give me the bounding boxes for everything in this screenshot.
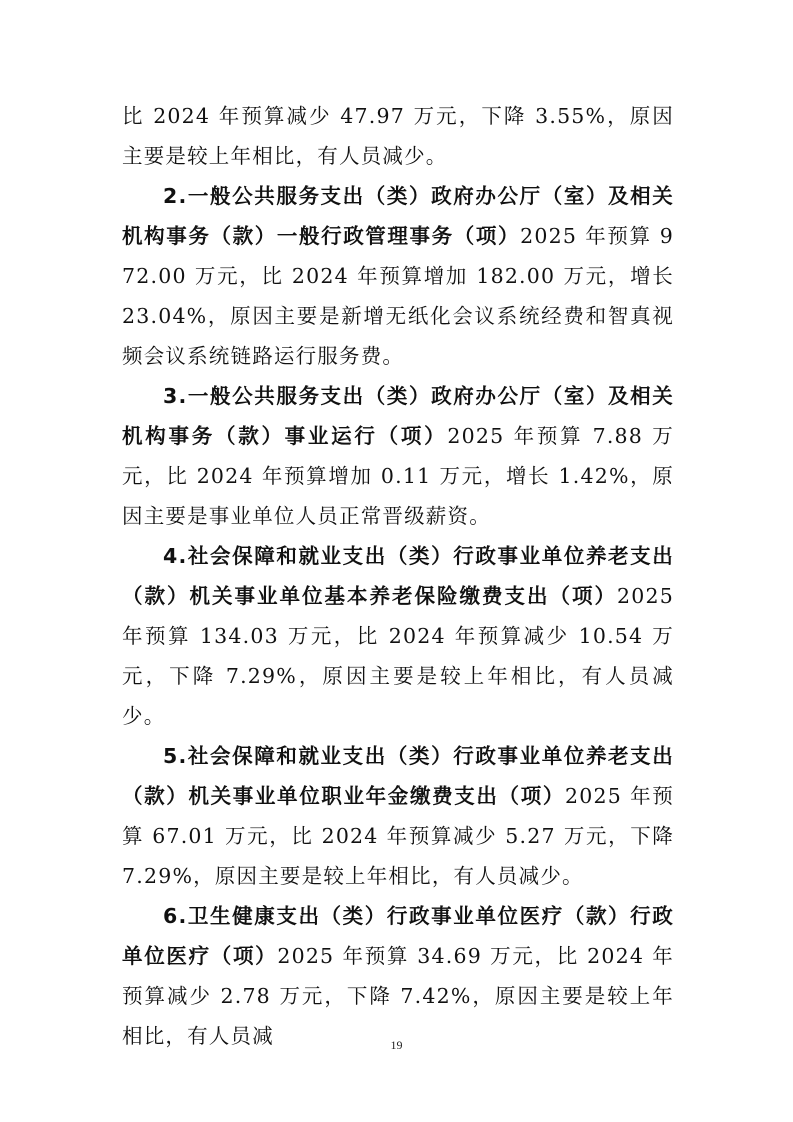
paragraph-item-3 — [122, 376, 674, 536]
paragraph-text: 比 2024 年预算减少 47.97 万元，下降 3.55%，原因主要是较上年相比，有人员减少。 — [122, 104, 674, 168]
paragraph-item-5 — [122, 736, 674, 896]
paragraph-continuation — [122, 96, 674, 176]
paragraph-item-4 — [122, 536, 674, 736]
item-heading: 2.一般公共服务支出（类）政府办公厅（室）及相关机构事务（款）一般行政管理事务（项） — [122, 184, 674, 248]
paragraph-text: 2025 年预算 7.88 万元，比 2024 年预算增加 0.11 万元，增长 1.42%，原因主要是事业单位人员正常晋级薪资。 — [122, 424, 674, 528]
page-number: 19 — [390, 1038, 403, 1052]
document-body — [122, 96, 674, 1056]
paragraph-text: 2025 年预算 134.03 万元，比 2024 年预算减少 10.54 万元，下降 7.29%，原因主要是较上年相比，有人员减少。 — [122, 584, 674, 728]
paragraph-item-2 — [122, 176, 674, 376]
item-heading: 4.社会保障和就业支出（类）行政事业单位养老支出（款）机关事业单位基本养老保险缴费支出（项） — [122, 544, 674, 608]
paragraph-item-6 — [122, 896, 674, 1056]
item-heading: 5.社会保障和就业支出（类）行政事业单位养老支出（款）机关事业单位职业年金缴费支出（项） — [122, 744, 674, 808]
item-heading: 6.卫生健康支出（类）行政事业单位医疗（款）行政单位医疗（项） — [122, 904, 674, 968]
paragraph-text: 2025 年预算 34.69 万元，比 2024 年预算减少 2.78 万元，下降 7.42%，原因主要是较上年相比，有人员减 — [122, 944, 675, 1048]
paragraph-text: 2025 年预算 67.01 万元，比 2024 年预算减少 5.27 万元，下降 7.29%，原因主要是较上年相比，有人员减少。 — [122, 784, 675, 888]
item-heading: 3.一般公共服务支出（类）政府办公厅（室）及相关机构事务（款）事业运行（项） — [122, 384, 674, 448]
paragraph-text: 2025 年预算 972.00 万元，比 2024 年预算增加 182.00 万元，增长 23.04%，原因主要是新增无纸化会议系统经费和智真视频会议系统链路运行服务费。 — [122, 224, 674, 368]
